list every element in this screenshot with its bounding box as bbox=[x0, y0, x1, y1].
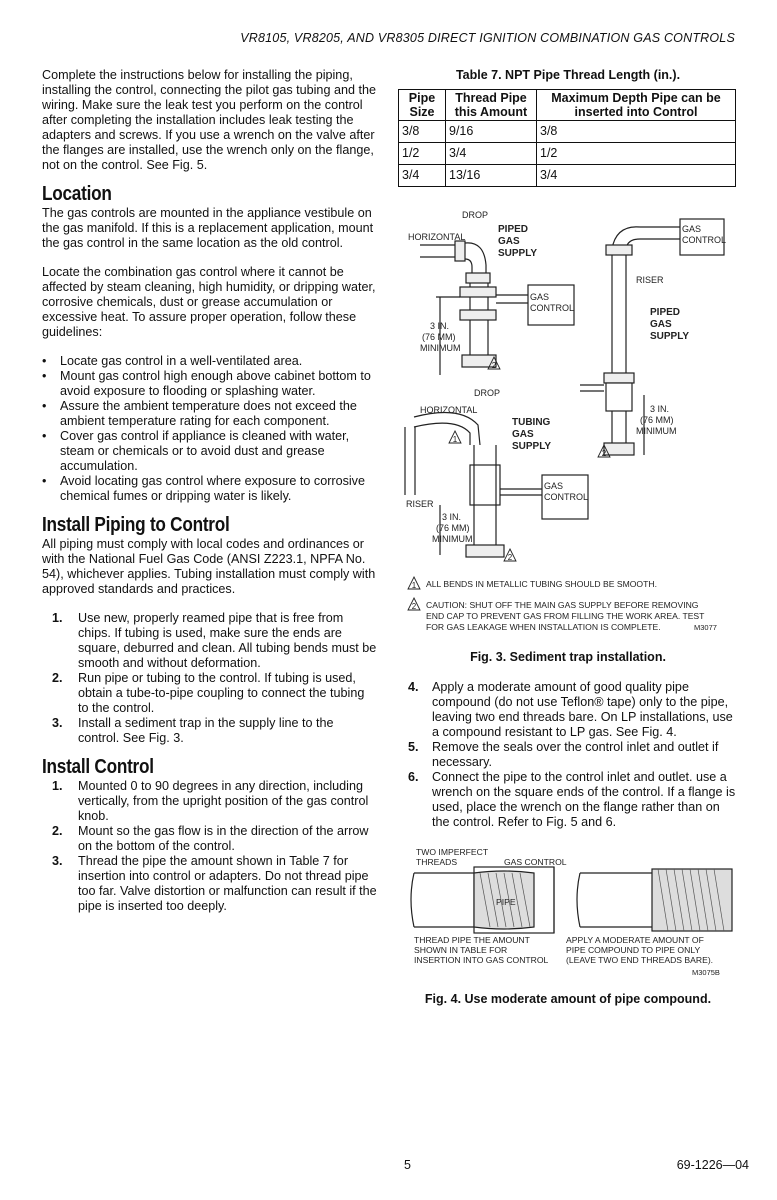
piping-step: 1. Use new, properly reamed pipe that is free from chips. If tubing is used, make sure the ends are square, deburred and clean. All tubing bends must be smooth and without deformation. bbox=[52, 611, 377, 670]
guideline-item: • Locate gas control in a well-ventilated area. bbox=[42, 354, 378, 369]
piping-steps bbox=[42, 611, 378, 746]
fig3-label-gas: GAS bbox=[512, 429, 534, 440]
fig3-label-supply: SUPPLY bbox=[498, 248, 538, 259]
install-step: 4. Apply a moderate amount of good quality pipe compound (do not use Teflon® tape) only to the pipe, leaving two end threads bare. On LP installations, use a compound resistant to LP gas. See Fig. 4. bbox=[408, 680, 733, 739]
fig3-label-76mm: (76 MM) bbox=[436, 523, 470, 533]
fig4-right-text: PIPE COMPOUND TO PIPE ONLY bbox=[566, 945, 701, 955]
install-step: 5. Remove the seals over the control inlet and outlet if necessary. bbox=[408, 740, 719, 769]
fig3-svg bbox=[400, 205, 740, 635]
note-marker: 1 bbox=[452, 435, 458, 444]
guideline-item: • Avoid locating gas control where exposure to corrosive chemical fumes or dripping water is likely. bbox=[42, 474, 378, 504]
fig3-label-gas-control: CONTROL bbox=[544, 492, 589, 502]
fig3-label-piped: PIPED bbox=[498, 224, 529, 235]
fig3-caption: Fig. 3. Sediment trap installation. bbox=[470, 650, 666, 664]
fig4-caption: Fig. 4. Use moderate amount of pipe compound. bbox=[424, 992, 712, 1006]
fig3-label-minimum: MINIMUM bbox=[420, 343, 461, 353]
note-marker: 2 bbox=[491, 361, 497, 370]
fig3-note-2: FOR GAS LEAKAGE WHEN INSTALLATION IS COMPLETE. bbox=[426, 622, 661, 632]
install-step: 3. Thread the pipe the amount shown in Table 7 for insertion into control or adapters. Do not thread pipe too far. Valve distortion or malfunction can result if the pipe is inserted too deeply. bbox=[52, 854, 377, 913]
fig4-left-text: SHOWN IN TABLE FOR bbox=[414, 945, 508, 955]
fig4-code: M3075B bbox=[692, 968, 720, 977]
table-row bbox=[399, 121, 736, 143]
install-step: 6. Connect the pipe to the control inlet and outlet. use a wrench on the square ends of the control. If a flange is used, place the wrench on the flange rather than on the control. Refer to Fig. 5 and 6. bbox=[408, 770, 736, 829]
fig3-label-supply: SUPPLY bbox=[650, 331, 690, 342]
npt-thread-table bbox=[398, 89, 736, 187]
table-row bbox=[399, 143, 736, 165]
install-step: 2. Mount so the gas flow is in the direction of the arrow on the bottom of the control. bbox=[52, 824, 369, 853]
fig3-note-2: CAUTION: SHUT OFF THE MAIN GAS SUPPLY BEFORE REMOVING bbox=[426, 600, 699, 610]
fig3-label-drop: DROP bbox=[462, 210, 489, 220]
fig3-label-3in: 3 IN. bbox=[650, 404, 670, 414]
fig3-label-supply: SUPPLY bbox=[512, 441, 552, 452]
note-marker: 2 bbox=[601, 449, 607, 458]
location-paragraph-2: Locate the combination gas control where it cannot be affected by steam cleaning, high humidity, or dripping water, corrosive chemicals, dust or grease accumulation or excessive heat. To assure proper operation, follow these guidelines: bbox=[42, 265, 376, 339]
fig3-label-76mm: (76 MM) bbox=[422, 332, 456, 342]
document-number: 69-1226—04 bbox=[676, 1158, 749, 1172]
guideline-item: • Mount gas control high enough above cabinet bottom to avoid exposure to flooding or splashing water. bbox=[42, 369, 378, 399]
fig4-pipe-compound-diagram bbox=[404, 843, 744, 988]
fig3-label-gas: GAS bbox=[650, 319, 672, 330]
fig3-label-gas-control: GAS bbox=[530, 292, 550, 302]
table-header-row bbox=[399, 90, 736, 121]
fig3-label-drop: DROP bbox=[474, 388, 501, 398]
fig3-label-gas: GAS bbox=[498, 236, 520, 247]
piping-step: 2. Run pipe or tubing to the control. If tubing is used, obtain a tube-to-pipe coupling to connect the tubing to the control. bbox=[52, 671, 365, 715]
right-column bbox=[398, 68, 738, 187]
fig3-label-76mm: (76 MM) bbox=[640, 415, 674, 425]
fig4-svg bbox=[404, 843, 744, 983]
fig3-label-tubing: TUBING bbox=[512, 417, 551, 428]
col-header: Thread Pipe this Amount bbox=[446, 90, 537, 121]
fig3-label-horizontal: HORIZONTAL bbox=[420, 405, 478, 415]
fig3-label-riser: RISER bbox=[406, 499, 434, 509]
guideline-item: • Cover gas control if appliance is cleaned with water, steam or chemicals or to avoid dust and grease accumulation. bbox=[42, 429, 378, 474]
table-row bbox=[399, 165, 736, 187]
install-control-heading: Install Control bbox=[42, 756, 154, 778]
table-cell: 13/16 bbox=[446, 165, 537, 187]
install-control-steps bbox=[42, 779, 378, 914]
note-marker: 2 bbox=[411, 602, 417, 611]
fig3-label-3in: 3 IN. bbox=[442, 512, 462, 522]
fig4-label-gas-control: GAS CONTROL bbox=[504, 857, 567, 867]
fig3-label-gas-control: GAS bbox=[682, 224, 702, 234]
table-cell: 3/4 bbox=[537, 165, 736, 187]
fig4-left-text: THREAD PIPE THE AMOUNT bbox=[414, 935, 530, 945]
fig3-label-riser: RISER bbox=[636, 275, 664, 285]
table-cell: 1/2 bbox=[537, 143, 736, 165]
fig4-label-pipe: PIPE bbox=[496, 897, 516, 907]
fig3-code: M3077 bbox=[694, 623, 717, 632]
page-header: VR8105, VR8205, AND VR8305 DIRECT IGNITION COMBINATION GAS CONTROLS bbox=[240, 31, 735, 45]
table-cell: 3/8 bbox=[537, 121, 736, 143]
location-guidelines bbox=[42, 354, 378, 504]
fig3-label-minimum: MINIMUM bbox=[636, 426, 677, 436]
piping-paragraph: All piping must comply with local codes and ordinances or with the National Fuel Gas Code (ANSI Z223.1, NPFA No. 54), whichever applies. Tubing installation must comply with approved standards and practices. bbox=[42, 537, 376, 596]
fig3-note-2: END CAP TO PREVENT GAS FROM FILLING THE WORK AREA. TEST bbox=[426, 611, 705, 621]
fig3-label-piped: PIPED bbox=[650, 307, 681, 318]
table-cell: 1/2 bbox=[399, 143, 446, 165]
table-cell: 9/16 bbox=[446, 121, 537, 143]
fig4-left-text: INSERTION INTO GAS CONTROL bbox=[414, 955, 549, 965]
table-cell: 3/8 bbox=[399, 121, 446, 143]
table-cell: 3/4 bbox=[399, 165, 446, 187]
fig3-label-gas-control: CONTROL bbox=[530, 303, 575, 313]
piping-heading: Install Piping to Control bbox=[42, 514, 230, 536]
col-header: Pipe Size bbox=[399, 90, 446, 121]
guideline-item: • Assure the ambient temperature does not exceed the ambient temperature rating for each component. bbox=[42, 399, 378, 429]
piping-step: 3. Install a sediment trap in the supply line to the control. See Fig. 3. bbox=[52, 716, 334, 745]
fig4-label-threads: THREADS bbox=[416, 857, 458, 867]
fig4-right-text: (LEAVE TWO END THREADS BARE). bbox=[566, 955, 714, 965]
left-column bbox=[42, 68, 378, 928]
col-header: Maximum Depth Pipe can be inserted into Control bbox=[537, 90, 736, 121]
table-cell: 3/4 bbox=[446, 143, 537, 165]
fig3-label-3in: 3 IN. bbox=[430, 321, 450, 331]
fig3-label-horizontal: HORIZONTAL bbox=[408, 232, 466, 242]
note-marker: 1 bbox=[411, 581, 417, 590]
control-steps-continued bbox=[398, 680, 738, 830]
fig3-label-minimum: MINIMUM bbox=[432, 534, 473, 544]
fig3-label-gas-control: GAS bbox=[544, 481, 564, 491]
table-title: Table 7. NPT Pipe Thread Length (in.). bbox=[455, 68, 681, 82]
fig4-label-two-imperfect: TWO IMPERFECT bbox=[416, 847, 489, 857]
page-number: 5 bbox=[404, 1158, 411, 1172]
location-heading: Location bbox=[42, 183, 112, 205]
fig3-note-1: ALL BENDS IN METALLIC TUBING SHOULD BE SMOOTH. bbox=[426, 579, 657, 589]
fig3-label-gas-control: CONTROL bbox=[682, 235, 727, 245]
install-step: 1. Mounted 0 to 90 degrees in any direction, including vertically, from the upright position of the gas control knob. bbox=[52, 779, 369, 823]
intro-paragraph: Complete the instructions below for installing the piping, installing the control, connecting the pilot gas tubing and the wiring. Make sure the leak test you perform on the control after completing the installation includes leak testing the adapters and screws. If you use a wrench on the valve after the flanges are installed, use the wrench only on the flange, not on the control. See Fig. 5. bbox=[42, 68, 376, 172]
fig4-right-text: APPLY A MODERATE AMOUNT OF bbox=[566, 935, 704, 945]
fig3-sediment-trap-diagram bbox=[400, 205, 740, 640]
location-paragraph-1: The gas controls are mounted in the appliance vestibule on the gas manifold. If this is a replacement application, mount the gas control in the same location as the old control. bbox=[42, 206, 374, 250]
note-marker: 2 bbox=[507, 553, 513, 562]
